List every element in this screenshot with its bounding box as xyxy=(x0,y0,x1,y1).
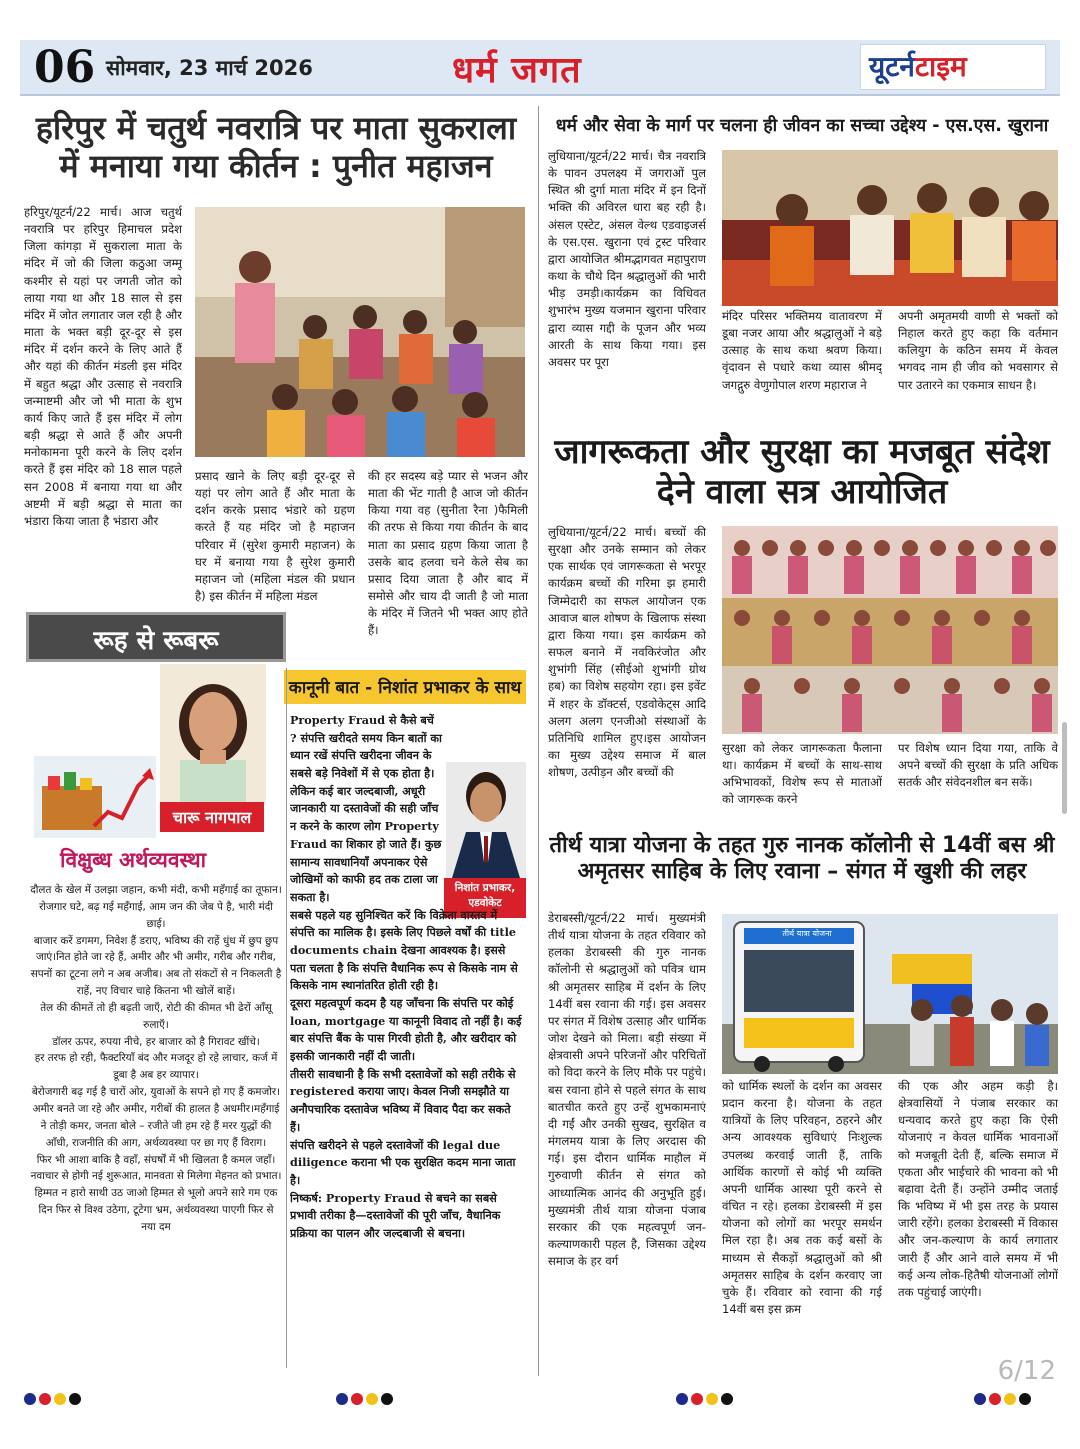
rubaru-title: रूह से रूबरू xyxy=(93,626,219,656)
kanuni-para: निष्कर्ष: Property Fraud से बचने का सबसे प्रभावी तरीका है—दस्तावेजों की पूरी जाँच, वैधानिक प्रक्रिया का पालन और जल्दबाजी से बचना। xyxy=(290,1190,501,1240)
article2-col1: लुधियाना/यूटर्न/22 मार्च। चैत्र नवरात्रि के पावन उपलक्ष्य में जगराओं पुल स्थित श्री दुर्गा माता मंदिर में इन दिनों भक्ति की अविरल धारा बह रही है। अंसल एस्टेट, अंसल वेल्थ एडवाइजर्स के एस.एस. खुराना एवं ट्रस्ट परिवार द्वारा आयोजित श्रीमद्भागवत महापुराण कथा के चौथे दिन श्रद्धालुओं की भारी भीड़ उमड़ी।कार्यक्रम का विधिवत शुभारंभ मुख्य यजमान खुराना परिवार द्वारा व्यास गद्दी के पूजन और भव्य आरती के साथ किया गया। इस अवसर पर पूरा xyxy=(548,149,706,369)
article1-col2: प्रसाद खाने के लिए बड़ी दूर-दूर से यहां पर लोग आते हैं और माता के दर्शन करके प्रसाद भंडारे को ग्रहण करते हैं यह मंदिर जो है महाजन परिवार में (सुरेश कुमारी महाजन) के घर में बनाया गया है सुरेश कुमारी महाजन जो (महिला मंडल की प्रधान है) इस कीर्तन में महिला मंडल xyxy=(195,469,355,604)
page-number: 06 xyxy=(34,42,96,93)
poet-name: चारू नागपाल xyxy=(172,808,252,827)
poem-stanza: हर तरफ हो रही, फैक्टरियाँ बंद और मजदूर हो रहे लाचार, कर्ज में डूबा है अब हर व्यापार। xyxy=(34,1052,278,1082)
newspaper-page xyxy=(20,40,1060,1410)
article2-col3: अपनी अमृतमयी वाणी से भक्तों को निहाल करते हुए कहा कि वर्तमान कलियुग के कठिन समय में केवल भगवद नाम ही जीव को भवसागर से पार उतारने का एकमात्र साधन है। xyxy=(898,309,1058,392)
article2-photo xyxy=(722,150,1058,306)
poet-name-badge xyxy=(160,802,264,832)
rubaru-banner xyxy=(26,612,286,662)
poem-stanza: तेल की कीमतें तो ही बढ़ती जाएँ, रोटी की कीमत भी ढेरों आँसू रुलाएँ। xyxy=(40,1001,272,1031)
article3-headline: जागरूकता और सुरक्षा का मजबूत संदेश देने वाला सत्र आयोजित xyxy=(554,432,1050,513)
article1-headline: हरिपुर में चतुर्थ नवरात्रि पर माता सुकराला में मनाया गया कीर्तन : पुनीत महाजन xyxy=(35,109,517,185)
poem-stanza: रोजगार घटे, बढ़ गई महँगाई, आम जन की जेब पे है, भारी मंदी छाई। xyxy=(39,900,273,930)
article2-headline: धर्म और सेवा के मार्ग पर चलना ही जीवन का सच्चा उद्देश्य - एस.एस. खुराना xyxy=(555,116,1049,136)
registration-marks xyxy=(974,1390,1034,1402)
poem-stanza: फिर भी आशा बाकि है वहाँ, संघर्षों में भी खिलता है कमल जहाँ। नवाचार से होगी नई शुरूआत, मानवता से मिलेगा मेहनत को प्रभात। xyxy=(30,1153,282,1183)
poem-stanza: बेरोजगारी बढ़ गई है चारों ओर, युवाओं के सपने हो गए हैं कमजोर। xyxy=(31,1086,281,1099)
article1-col3: की हर सदस्य बड़े प्यार से भजन और माता की भेंट गाती है आज जो कीर्तन किया गया वह (सुनीता रैना )फैमिली की तरफ से किया गया कीर्तन के बाद माता का प्रसाद ग्रहण किया जाता है उसके बाद हलवा चने केले सेब का प्रसाद दिया जाता है और बाद में समोसे और चाय दी जाती है जो माता के मंदिर में जितने भी भक्त आए होते हैं। xyxy=(368,469,528,638)
logo-text: यूटर्नटाइम xyxy=(869,50,967,83)
article4-col1: डेराबस्सी/यूटर्न/22 मार्च। मुख्यमंत्री तीर्थ यात्रा योजना के तहत रविवार को हलका डेराबस्सी की गुरु नानक कॉलोनी से श्रद्धालुओं को पवित्र धाम श्री अमृतसर साहिब में दर्शन के लिए 14वीं बस रवाना की गई। इस अवसर पर संगत में विशेष उत्साह और धार्मिक जोश देखने को मिला। बड़ी संख्या में क्षेत्रवासी अपने परिजनों और परिचितों को विदा करने के लिए मौके पर पहुंचे। बस रवाना होने से पहले संगत के साथ बातचीत करते हुए उन्हें शुभकामनाएं दी गईं और उनकी सुखद, सुरक्षित व मंगलमय यात्रा के लिए अरदास की गई। इस दौरान धार्मिक माहौल में गुरुवाणी कीर्तन से संगत को आध्यात्मिक आनंद की अनुभूति हुई। मुख्यमंत्री तीर्थ यात्रा योजना पंजाब सरकार की एक महत्वपूर्ण जन-कल्याणकारी पहल है, जिसका उद्देश्य समाज के हर वर्ग xyxy=(548,911,706,1269)
registration-marks xyxy=(24,1390,84,1402)
section-title: धर्म जगत xyxy=(452,50,582,91)
issue-date: सोमवार, 23 मार्च 2026 xyxy=(106,56,313,80)
kanuni-para: सबसे पहले यह सुनिश्चित करें कि विक्रेता वास्तव में संपत्ति का मालिक है। इसके लिए पिछले वर्षों की title documents chain देखना आवश्यक है। इससे पता चलता है कि संपत्ति वैधानिक रूप से किसके नाम से किसके नाम स्थानांतरित होती रही है। xyxy=(290,907,518,993)
page-indicator: 6/12 xyxy=(997,1356,1056,1386)
poem-body xyxy=(30,882,282,1236)
kanuni-body xyxy=(290,712,524,1243)
kanuni-para: दूसरा महत्वपूर्ण कदम है यह जाँचना कि संपत्ति पर कोई loan, mortgage या कानूनी विवाद तो नहीं है। कई बार संपत्ति बैंक के पास गिरवी होती है, और खरीदार को इसकी जानकारी नहीं दी जाती। xyxy=(290,996,522,1064)
poem-stanza: बाजार करें डगमग, निवेश हैं डराए, भविष्य की राहें धुंध में छुप छुप जाएं।नित होते जा रहे हैं, अमीर और भी अमीर, गरीब और गरीब, सपनों का टूटना लगे न अब अजीब। अब तो संकटों से न निकलती है राहें, नए विचार चाहे कितना भी खोलें बाहें। xyxy=(30,934,282,998)
article3-photo xyxy=(722,526,1058,734)
article4-col3: की एक और अहम कड़ी है। क्षेत्रवासियों ने पंजाब सरकार का धन्यवाद करते हुए कहा कि ऐसी योजनाएं न केवल धार्मिक भावनाओं को मजबूती देती हैं, बल्कि समाज में एकता और भाईचारे की भावना को भी बढ़ावा देती हैं। उन्होंने उम्मीद जताई कि भविष्य में भी इस तरह के प्रयास जारी रहेंगे। हलका डेराबस्सी में विकास और जन-कल्याण के कार्य लगातार जारी हैं और आने वाले समय में भी कई अन्य लोक-हितैषी योजनाओं लोगों तक पहुंचाई जाएंगी। xyxy=(898,1079,1058,1299)
column-rule xyxy=(538,106,539,1376)
article4-col2: को धार्मिक स्थलों के दर्शन का अवसर प्रदान करना है। योजना के तहत यात्रियों के लिए परिवहन, ठहरने और अन्य आवश्यक सुविधाएं निःशुल्क उपलब्ध करवाई जाती हैं, ताकि आर्थिक कारणों से कोई भी व्यक्ति अपनी धार्मिक आस्था पूरी करने से वंचित न रहे। हलका डेराबस्सी में इस योजना को लोगों का भरपूर समर्थन मिल रहा है। अब तक कई बसों के माध्यम से सैकड़ों श्रद्धालुओं को श्री अमृतसर साहिब के दर्शन करवाए जा चुके हैं। रविवार को रवाना की गई 14वीं बस इस क्रम xyxy=(722,1079,882,1317)
kanuni-para: तीसरी सावधानी है कि सभी दस्तावेजों को सही तरीके से registered कराया जाए। केवल निजी समझौते या अनौपचारिक दस्तावेज भविष्य में विवाद पैदा कर सकते हैं। xyxy=(290,1066,516,1134)
column-rule xyxy=(286,668,287,1368)
article3-col2: सुरक्षा को लेकर जागरूकता फैलाना था। कार्यक्रम में बच्चों के साथ-साथ अभिभावकों, विशेष रूप से माताओं को जागरूक करने xyxy=(722,741,882,807)
poet-photo xyxy=(160,664,266,804)
article1-col1: हरिपुर/यूटर्न/22 मार्च। आज चतुर्थ नवरात्रि पर हरिपुर हिमाचल प्रदेश जिला कांगड़ा में सुकराला माता के मंदिर में जो की जिला कठुआ जम्मू कश्मीर से यहां पर जगती जोत को लाया गया था और 18 साल से इस मंदिर में जोत लगातार जल रही है और माता के भक्त बड़ी दूर-दूर से इस मंदिर में दर्शन करने के लिए आते हैं और यहां की कीर्तन मंडली इस मंदिर में बहुत श्रद्धा और उत्साह से नवरात्रि जन्माष्टमी और जो भी माता के शुभ कार्य किए जाते हैं इस मंदिर में लोग बड़ी श्रद्धा से आते हैं और अपनी मनोकामना पूरी करने के लिए दर्शन करते हैं इस मंदिर को 18 साल पहले सन 2008 में बनाया गया था और अष्टमी में बड़ी श्रद्धा से माता का भंडारा किया जाता है भंडारा और xyxy=(24,205,182,528)
bus-sign: तीर्थ यात्रा योजना xyxy=(782,929,832,938)
poem-stanza: हिम्मत न हारो साथी उठ जाओ हिम्मत से भूलो अपने सारे गम एक दिन फिर से विश्व उठेगा, टूटेगा भ्रम, अर्थव्यवस्था पाएगी फिर से नया दम xyxy=(34,1187,278,1233)
registration-marks xyxy=(336,1390,396,1402)
registration-marks xyxy=(676,1390,736,1402)
article4-photo xyxy=(722,914,1058,1074)
article4-headline: तीर्थ यात्रा योजना के तहत गुरु नानक कॉलोनी से 14वीं बस श्री अमृतसर साहिब के लिए रवाना – संगत में खुशी की लहर xyxy=(549,833,1055,884)
economy-illustration xyxy=(34,756,156,838)
kanuni-title: कानूनी बात - निशांत प्रभाकर के साथ xyxy=(288,678,522,698)
article2-col2: मंदिर परिसर भक्तिमय वातावरण में डूबा नजर आया और श्रद्धालुओं ने बड़े उत्साह के साथ कथा श्रवण किया। वृंदावन से पधारे कथा व्यास श्रीमद् जगद्गुरु वेणुगोपाल शरण महाराज ने xyxy=(722,309,882,392)
kanuni-para: Property Fraud से कैसे बचें ? संपत्ति खरीदते समय किन बातों का ध्यान रखें संपत्ति खरीदना जीवन के सबसे बड़े निवेशों में से एक होता है। लेकिन कई बार जल्दबाजी, अधूरी जानकारी या दस्तावेजों की सही जाँच न करने के कारण लोग Property Fraud का शिकार हो जाते हैं। कुछ सामान्य सावधानियाँ अपनाकर ऐसे जोखिमों को काफी हद तक टाला जा सकता है। xyxy=(290,713,442,904)
masthead xyxy=(20,40,1060,96)
newspaper-logo xyxy=(860,44,1046,90)
poem-stanza: दौलत के खेल में उलझा जहान, कभी मंदी, कभी महँगाई का तूफान। xyxy=(30,884,282,896)
scrollbar-thumb[interactable] xyxy=(1062,722,1067,814)
poem-stanza: अमीर बनते जा रहे और अमीर, गरीबों की हालत है अधमीर।महँगाई ने तोड़ी कमर, जनता बोले – रजीते जी हम रहे हैं मरर युद्धों की आँधी, राजनीति की आग, अर्थव्यवस्था पर छा गए हैं विराग। xyxy=(32,1102,280,1149)
kanuni-banner xyxy=(284,670,526,704)
kanuni-para: संपत्ति खरीदने से पहले दस्तावेजों की legal due diligence कराना भी एक सुरक्षित कदम माना जाता है। xyxy=(290,1137,516,1187)
poem-title: विक्षुब्ध अर्थव्यवस्था xyxy=(60,848,207,872)
article1-photo xyxy=(195,207,525,457)
article3-col3: पर विशेष ध्यान दिया गया, ताकि वे अपने बच्चों की सुरक्षा के प्रति अधिक सतर्क और संवेदनशील बन सकें। xyxy=(898,741,1058,790)
advocate-name: निशांत प्रभाकर, एडवोकेट xyxy=(454,882,516,909)
article3-col1: लुधियाना/यूटर्न/22 मार्च। बच्चों की सुरक्षा और उनके सम्मान को लेकर एक सार्थक एवं जागरूकता से भरपूर कार्यक्रम बच्चों की गरिमा झ हमारी जिम्मेदारी का सफल आयोजन एक आवाज बाल शोषण के खिलाफ संस्था द्वारा किया गया। इस कार्यक्रम को सफल बनाने में नवकिरंजोत और शुभांगी सिंह (सीईओ शुभांगी ग्रोथ हब) का विशेष सहयोग रहा। इस इवेंट में शहर के डॉक्टर्स, एडवोकेट्स आदि अलग अलग एनजीओ संस्थाओं के प्रतिनिधि शामिल हुए।इस आयोजन का मुख्य उद्देश्य समाज में बाल शोषण, उत्पीड़न और बच्चों की xyxy=(548,525,706,780)
poem-stanza: डॉलर ऊपर, रुपया नीचे, हर बाजार को है गिरावट खींचे। xyxy=(52,1035,260,1048)
